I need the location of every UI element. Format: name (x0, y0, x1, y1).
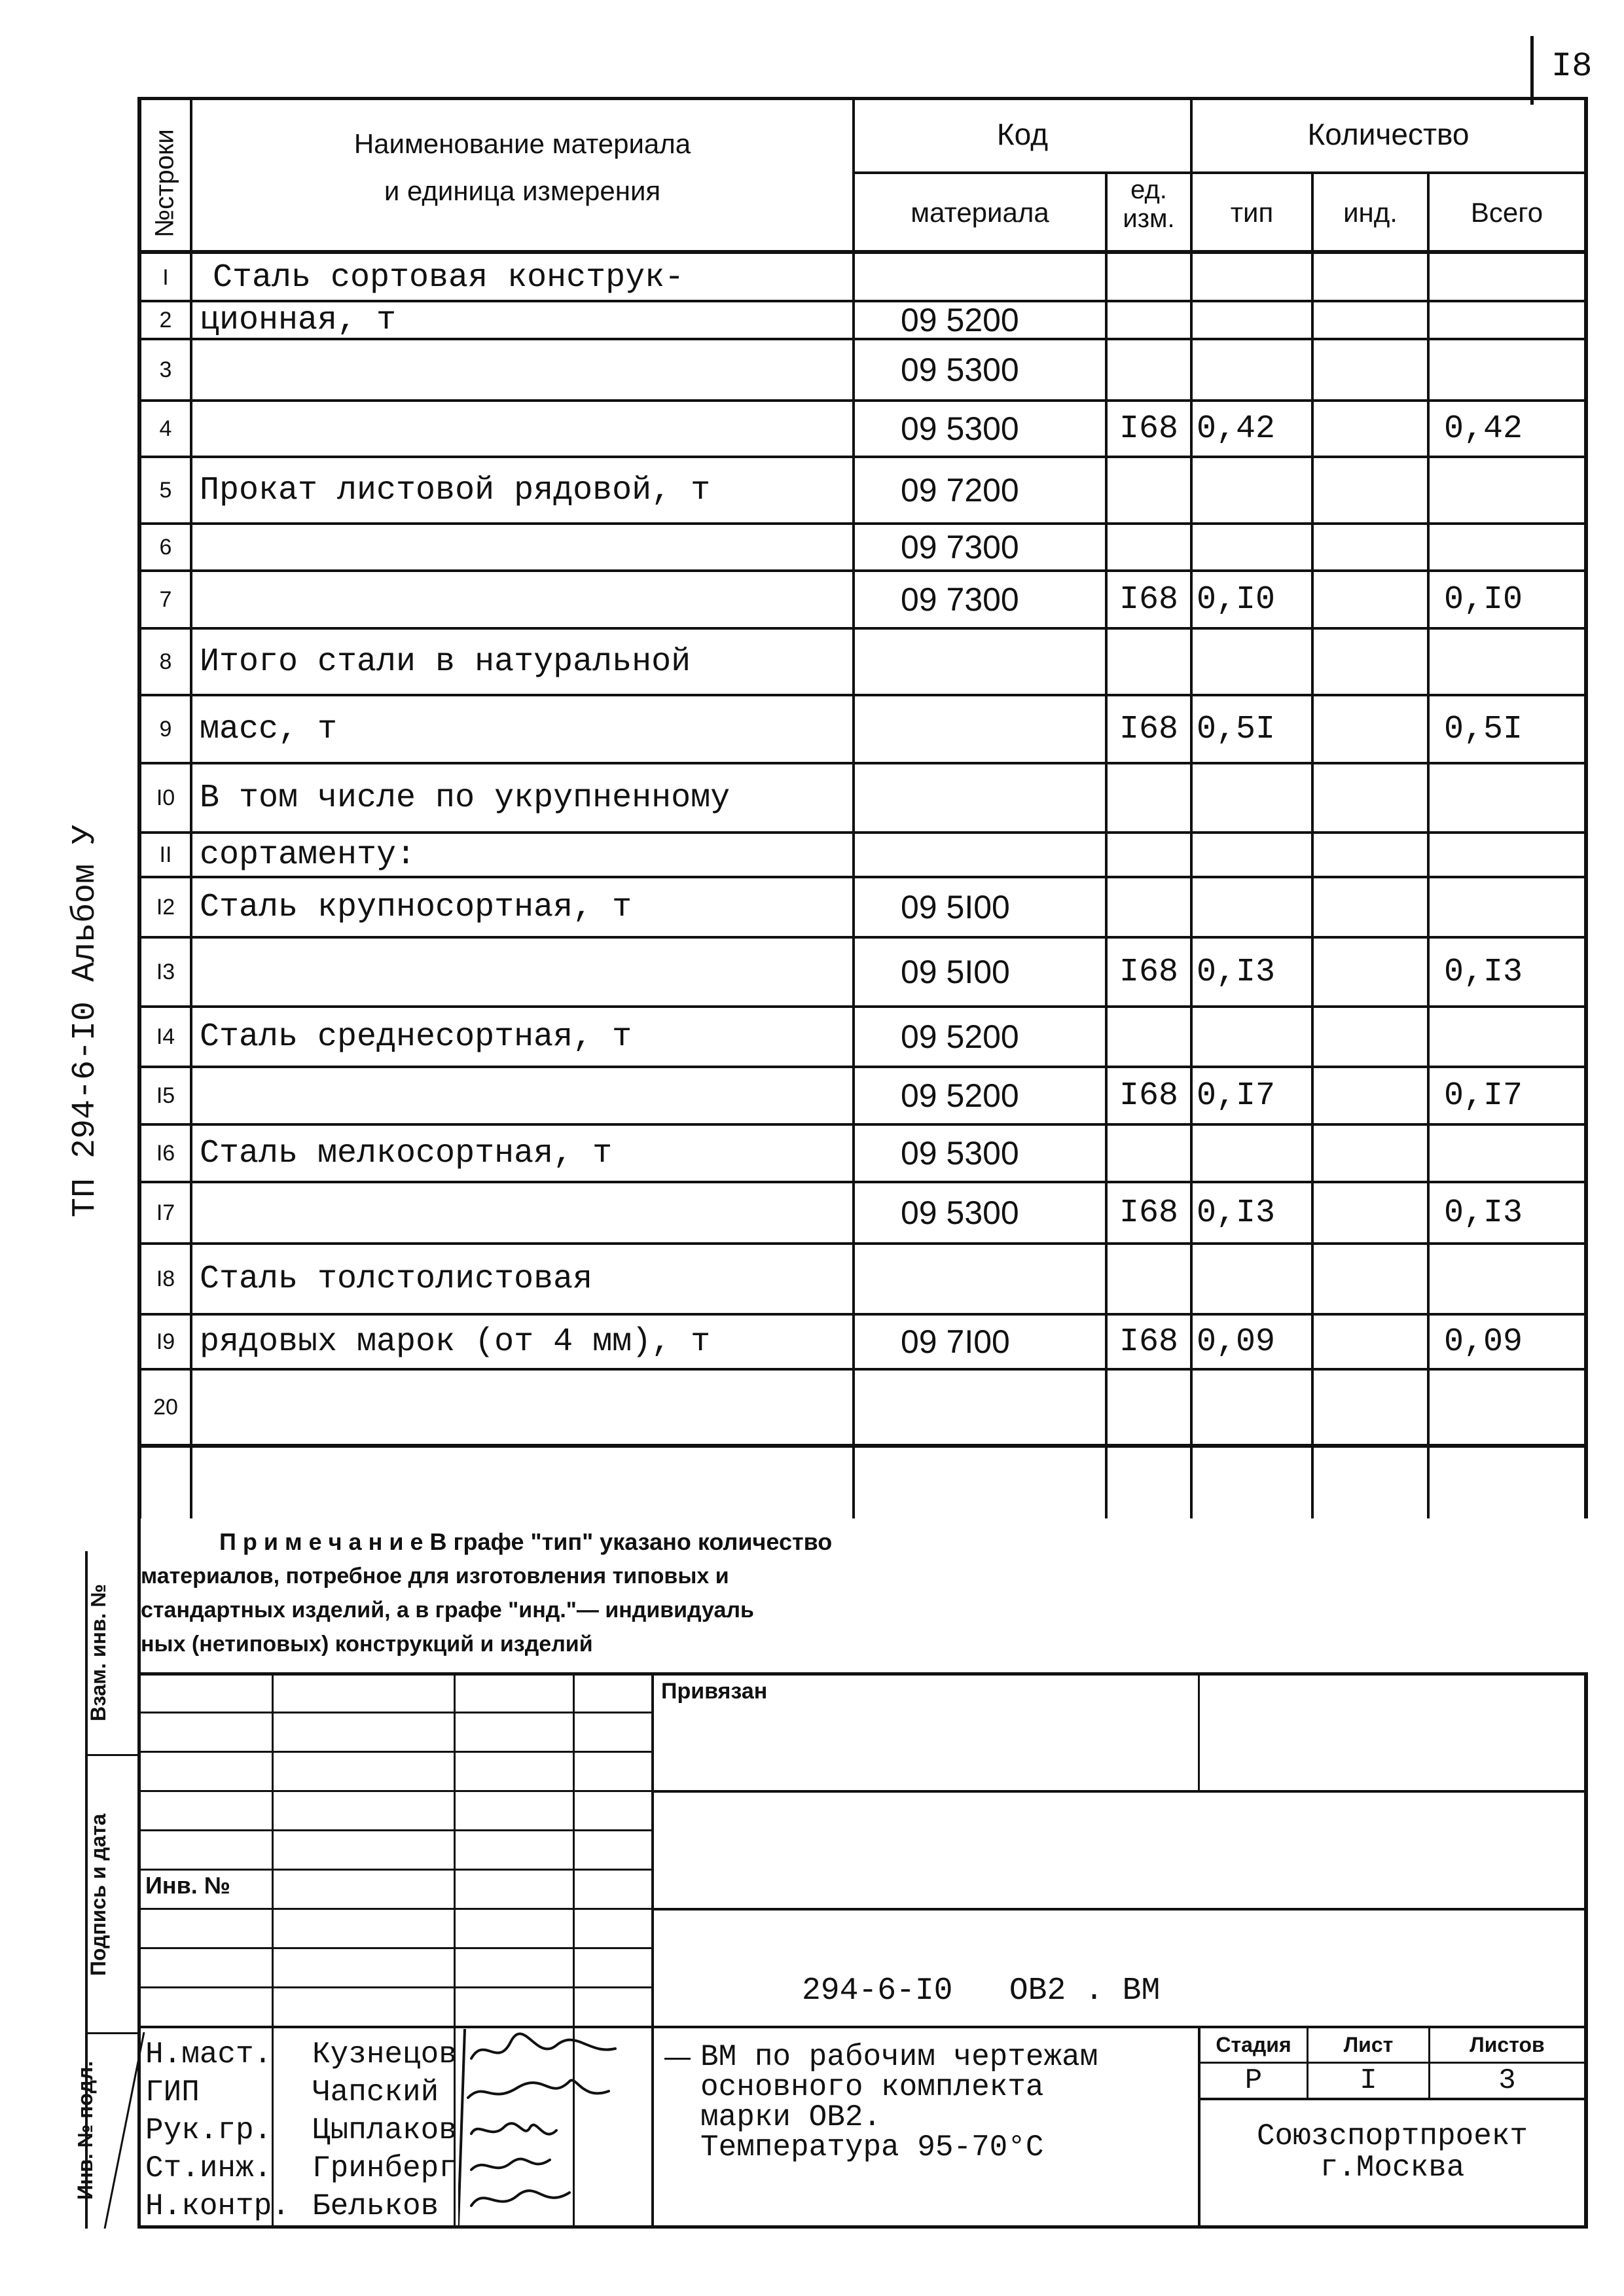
cell-code: 09 7I00 (901, 1323, 1010, 1360)
cell-ind (1314, 628, 1427, 695)
cell-total: 0,5I (1444, 710, 1523, 748)
stage-value: Р (1244, 2064, 1263, 2097)
row-number: I7 (156, 1200, 175, 1225)
cell-ind (1314, 571, 1427, 628)
cell-code: 09 5300 (901, 1194, 1019, 1231)
cell-ind (1314, 1067, 1427, 1124)
row-number: 9 (159, 716, 172, 742)
staff-role: Н.маст. (145, 2037, 272, 2072)
cell-total (1444, 1244, 1584, 1314)
cell-code: 09 7200 (901, 472, 1019, 509)
stage-label: Стадия (1216, 2032, 1291, 2056)
sheet-number-divider (1530, 36, 1534, 105)
left-stamp-slash (98, 2026, 151, 2235)
cell-unit (1108, 1369, 1190, 1445)
cell-typ (1197, 833, 1311, 877)
row-number: 2 (159, 307, 172, 332)
cell-ind (1314, 401, 1427, 457)
cell-typ (1197, 1124, 1311, 1182)
cell-unit: I68 (1119, 1077, 1178, 1115)
staff-role: Н.контр. (145, 2189, 290, 2223)
staff-row (145, 2073, 457, 2111)
cell-typ (1197, 1369, 1311, 1445)
cell-typ (1197, 339, 1311, 401)
row-number: I0 (156, 785, 175, 810)
staff-row (145, 2111, 457, 2149)
cell-total (1444, 833, 1584, 877)
cell-unit (1108, 833, 1190, 877)
cell-total (1444, 457, 1584, 524)
staff-name: Цыплаков (312, 2113, 457, 2147)
cell-code: 09 5300 (901, 1135, 1019, 1172)
cell-code: 09 5200 (901, 1018, 1019, 1055)
signatures-graphic (458, 2029, 655, 2225)
row-number: I6 (156, 1140, 175, 1166)
cell-total (1444, 1007, 1584, 1067)
cell-name: Сталь мелкосортная, т (200, 1134, 613, 1172)
cell-unit: I68 (1119, 410, 1178, 448)
note-line1: П р и м е ч а н и е В графе "тип" указано количество (219, 1528, 833, 1555)
cell-total (1444, 254, 1584, 301)
cell-total: 0,I3 (1444, 953, 1523, 991)
cell-unit (1108, 628, 1190, 695)
cell-typ (1197, 1007, 1311, 1067)
title-text (664, 2042, 1098, 2162)
cell-name: рядовых марок (от 4 мм), т (200, 1323, 711, 1361)
cell-name: сортаменту: (200, 836, 416, 874)
staff-row (145, 2036, 457, 2073)
cell-typ: 0,I0 (1197, 581, 1276, 619)
cell-ind (1314, 877, 1427, 937)
cell-typ (1197, 763, 1311, 833)
cell-code (901, 1369, 1105, 1445)
cell-code: 09 7300 (901, 529, 1019, 565)
row-number: I9 (156, 1329, 175, 1354)
staff-role: ГИП (145, 2075, 200, 2109)
cell-unit (1108, 524, 1190, 571)
cell-ind (1314, 1124, 1427, 1182)
sheets-label: Листов (1470, 2032, 1545, 2056)
staff-role: Ст.инж. (145, 2151, 272, 2185)
cell-unit: I68 (1119, 581, 1178, 619)
cell-total: 0,09 (1444, 1323, 1523, 1361)
row-number: I5 (156, 1083, 175, 1108)
cell-unit: I68 (1119, 710, 1178, 748)
cell-unit (1108, 339, 1190, 401)
row-number: 5 (159, 477, 172, 503)
cell-code: 09 5300 (901, 351, 1019, 388)
cell-code (901, 254, 1105, 301)
cell-ind (1314, 1244, 1427, 1314)
cell-typ: 0,I3 (1197, 953, 1276, 991)
staff-name: Кузнецов (312, 2037, 457, 2072)
cell-total (1444, 339, 1584, 401)
cell-ind (1314, 339, 1427, 401)
cell-code: 09 5200 (901, 302, 1019, 338)
cell-code (901, 695, 1105, 763)
cell-ind (1314, 457, 1427, 524)
sheets-value: 3 (1498, 2064, 1516, 2097)
quantity-header: Количество (1307, 117, 1470, 151)
cell-ind (1314, 254, 1427, 301)
cell-total (1444, 763, 1584, 833)
sheet-label: Лист (1343, 2032, 1394, 2056)
unit-header (1108, 175, 1190, 233)
cell-total (1444, 1124, 1584, 1182)
unit-header-line2: изм. (1123, 204, 1175, 233)
cell-code (901, 763, 1105, 833)
cell-typ (1197, 628, 1311, 695)
staff-row (145, 2187, 457, 2225)
code-header: Код (996, 117, 1049, 151)
cell-typ (1197, 301, 1311, 339)
cell-unit (1108, 1124, 1190, 1182)
cell-code (901, 833, 1105, 877)
side-vzam-inv: Взам. инв. № (86, 1584, 110, 1721)
note (141, 1525, 1188, 1661)
cell-name (200, 1067, 848, 1124)
cell-unit (1108, 1244, 1190, 1314)
unit-header-line1: ед. (1130, 175, 1167, 204)
cell-code: 09 5200 (901, 1077, 1019, 1114)
cell-total (1444, 301, 1584, 339)
material-code-header: материала (911, 197, 1049, 228)
row-number: 6 (159, 534, 172, 560)
cell-typ: 0,I7 (1197, 1077, 1276, 1115)
cell-typ: 0,09 (1197, 1323, 1276, 1361)
cell-ind (1314, 1314, 1427, 1369)
title-line3: марки ОВ2. (700, 2100, 882, 2134)
cell-name (200, 1369, 848, 1445)
cell-name: Сталь среднесортная, т (200, 1018, 632, 1056)
cell-ind (1314, 1182, 1427, 1244)
sheet-value: I (1360, 2064, 1377, 2097)
cell-total (1444, 877, 1584, 937)
staff-row (145, 2149, 457, 2187)
staff-list (145, 2036, 457, 2225)
cell-typ (1197, 524, 1311, 571)
cell-name: Итого стали в натуральной (200, 643, 691, 681)
organization (1200, 2121, 1584, 2183)
cell-code: 09 5I00 (901, 889, 1010, 925)
cell-code: 09 7300 (901, 581, 1019, 618)
cell-name (200, 339, 848, 401)
title-dash (664, 2058, 691, 2060)
cell-unit: I68 (1119, 953, 1178, 991)
note-line4: ных (нетиповых) конструкций и изделий (141, 1632, 593, 1657)
cell-name: ционная, т (200, 301, 397, 339)
row-number: 8 (159, 649, 172, 674)
note-line2: материалов, потребное для изготовления типовых и (141, 1564, 729, 1588)
cell-unit (1108, 254, 1190, 301)
title-line2: основного комплекта (700, 2070, 1044, 2104)
cell-code (901, 1244, 1105, 1314)
cell-code: 09 5300 (901, 410, 1019, 447)
cell-name (200, 937, 848, 1007)
name-header-line2: и единица измерения (384, 175, 661, 206)
cell-code (901, 628, 1105, 695)
side-inv-podl: Инв. № подл. (73, 2060, 97, 2200)
staff-name: Гринберг (312, 2151, 457, 2185)
cell-unit: I68 (1119, 1194, 1178, 1232)
cell-total: 0,I3 (1444, 1194, 1523, 1232)
total-header: Всего (1470, 197, 1543, 228)
cell-name: Сталь толстолистовая (200, 1260, 593, 1298)
organization-name: Союзспортпроект (1256, 2119, 1528, 2153)
cell-typ (1197, 254, 1311, 301)
cell-total (1444, 524, 1584, 571)
cell-unit (1108, 763, 1190, 833)
cell-name: Сталь крупносортная, т (200, 888, 632, 926)
cell-typ (1197, 457, 1311, 524)
cell-ind (1314, 937, 1427, 1007)
row-number: 7 (159, 586, 172, 612)
title-line4: Температура 95-70°С (700, 2130, 1044, 2164)
cell-total (1444, 628, 1584, 695)
cell-total: 0,42 (1444, 410, 1523, 448)
staff-role: Рук.гр. (145, 2113, 272, 2147)
row-number: II (159, 842, 172, 867)
row-number: I (162, 264, 169, 290)
ind-header: инд. (1343, 197, 1398, 228)
side-podpis-data: Подпись и дата (86, 1814, 110, 1976)
typ-header: тип (1230, 197, 1274, 228)
title-line1: ВМ по рабочим чертежам (700, 2040, 1098, 2074)
cell-name: В том числе по укрупненному (200, 779, 731, 817)
row-number: I4 (156, 1024, 175, 1049)
name-header-line1: Наименование материала (353, 128, 691, 159)
cell-ind (1314, 301, 1427, 339)
cell-ind (1314, 1007, 1427, 1067)
cell-typ (1197, 1244, 1311, 1314)
cell-ind (1314, 833, 1427, 877)
cell-name: масс, т (200, 710, 338, 748)
cell-ind (1314, 524, 1427, 571)
cell-name (200, 524, 848, 571)
cell-code: 09 5I00 (901, 954, 1010, 990)
cell-unit: I68 (1119, 1323, 1178, 1361)
album-label: ТП 294-6-I0 Альбом У (66, 824, 104, 1218)
cell-ind (1314, 763, 1427, 833)
cell-name (200, 1182, 848, 1244)
document-code: 294-6-I0 ОВ2 . ВМ (802, 1973, 1161, 2009)
cell-total: 0,I0 (1444, 581, 1523, 619)
cell-unit (1108, 1007, 1190, 1067)
organization-city: г.Москва (1320, 2151, 1465, 2185)
cell-typ: 0,42 (1197, 410, 1276, 448)
row-number: I8 (156, 1266, 175, 1291)
row-number: 20 (153, 1394, 178, 1420)
cell-unit (1108, 301, 1190, 339)
cell-ind (1314, 695, 1427, 763)
inv-no-label: Инв. № (145, 1872, 230, 1899)
row-number: I2 (156, 894, 175, 920)
cell-typ: 0,5I (1197, 710, 1276, 748)
cell-name: Сталь сортовая конструк- (213, 259, 685, 296)
privyazan-label: Привязан (661, 1679, 768, 1704)
sheet-number: I8 (1551, 47, 1593, 86)
cell-ind (1314, 1369, 1427, 1445)
staff-name: Чапский (312, 2075, 439, 2109)
cell-typ: 0,I3 (1197, 1194, 1276, 1232)
row-number-header: №строки (150, 129, 179, 238)
cell-name (200, 401, 848, 457)
cell-typ (1197, 877, 1311, 937)
cell-name (200, 571, 848, 628)
row-number: I3 (156, 959, 175, 984)
row-number: 3 (159, 357, 172, 382)
staff-name: Бельков (312, 2189, 439, 2223)
cell-total: 0,I7 (1444, 1077, 1523, 1115)
note-line3: стандартных изделий, а в графе "инд."— индивидуаль (141, 1598, 754, 1623)
cell-total (1444, 1369, 1584, 1445)
cell-name: Прокат листовой рядовой, т (200, 471, 711, 509)
cell-unit (1108, 877, 1190, 937)
cell-unit (1108, 457, 1190, 524)
row-number: 4 (159, 416, 172, 441)
